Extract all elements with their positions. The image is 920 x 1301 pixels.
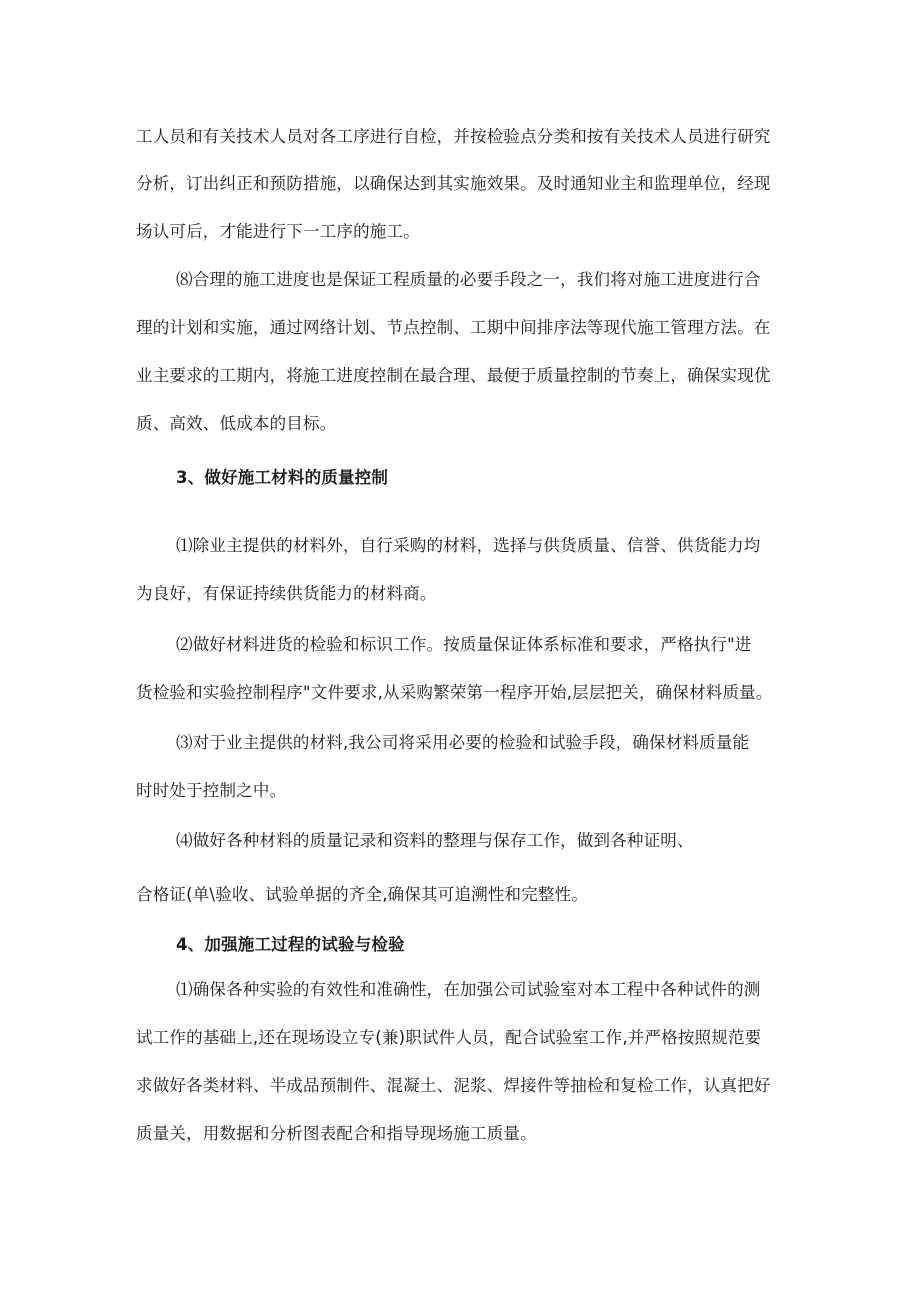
text-line: 合格证(单\验收、试验单据的齐全,确保其可追溯性和完整性。	[136, 885, 589, 904]
section-heading: 4、加强施工过程的试验与检验	[176, 935, 405, 954]
text-line: ⑶对于业主提供的材料,我公司将采用必要的检验和试验手段，确保材料质量能	[176, 733, 750, 752]
text-line: ⑴除业主提供的材料外，自行采购的材料，选择与供货质量、信誉、供货能力均	[176, 536, 761, 555]
text-line: 时时处于控制之中。	[136, 781, 287, 800]
text-line: 理的计划和实施，通过网络计划、节点控制、工期中间排序法等现代施工管理方法。在	[136, 318, 771, 337]
text-line: 分析，订出纠正和预防措施，以确保达到其实施效果。及时通知业主和监理单位，经现	[136, 174, 771, 193]
text-line: 业主要求的工期内，将施工进度控制在最合理、最便于质量控制的节奏上，确保实现优	[136, 366, 771, 385]
text-line: ⑻合理的施工进度也是保证工程质量的必要手段之一，我们将对施工进度进行合	[176, 270, 761, 289]
text-line: 质、高效、低成本的目标。	[136, 414, 337, 433]
text-line: 质量关，用数据和分析图表配合和指导现场施工质量。	[136, 1124, 537, 1143]
text-line: 工人员和有关技术人员对各工序进行自检，并按检验点分类和按有关技术人员进行研究	[136, 127, 771, 146]
text-line: ⑷做好各种材料的质量记录和资料的整理与保存工作，做到各种证明、	[176, 831, 694, 850]
text-line: 求做好各类材料、半成品预制件、混凝土、泥浆、焊接件等抽检和复检工作，认真把好	[136, 1076, 771, 1095]
text-line: ⑴确保各种实验的有效性和准确性，在加强公司试验室对本工程中各种试件的测	[176, 980, 761, 999]
text-line: 场认可后，才能进行下一工序的施工。	[136, 222, 420, 241]
text-line: 为良好，有保证持续供货能力的材料商。	[136, 584, 437, 603]
text-line: 货检验和实验控制程序"文件要求,从采购繁荣第一程序开始,层层把关，确保材料质量。	[136, 683, 773, 702]
section-heading: 3、做好施工材料的质量控制	[176, 468, 389, 487]
text-line: 试工作的基础上,还在现场设立专(兼)职试件人员，配合试验室工作,并严格按照规范要	[136, 1028, 762, 1047]
text-line: ⑵做好材料进货的检验和标识工作。按质量保证体系标准和要求，严格执行"进	[176, 635, 752, 654]
